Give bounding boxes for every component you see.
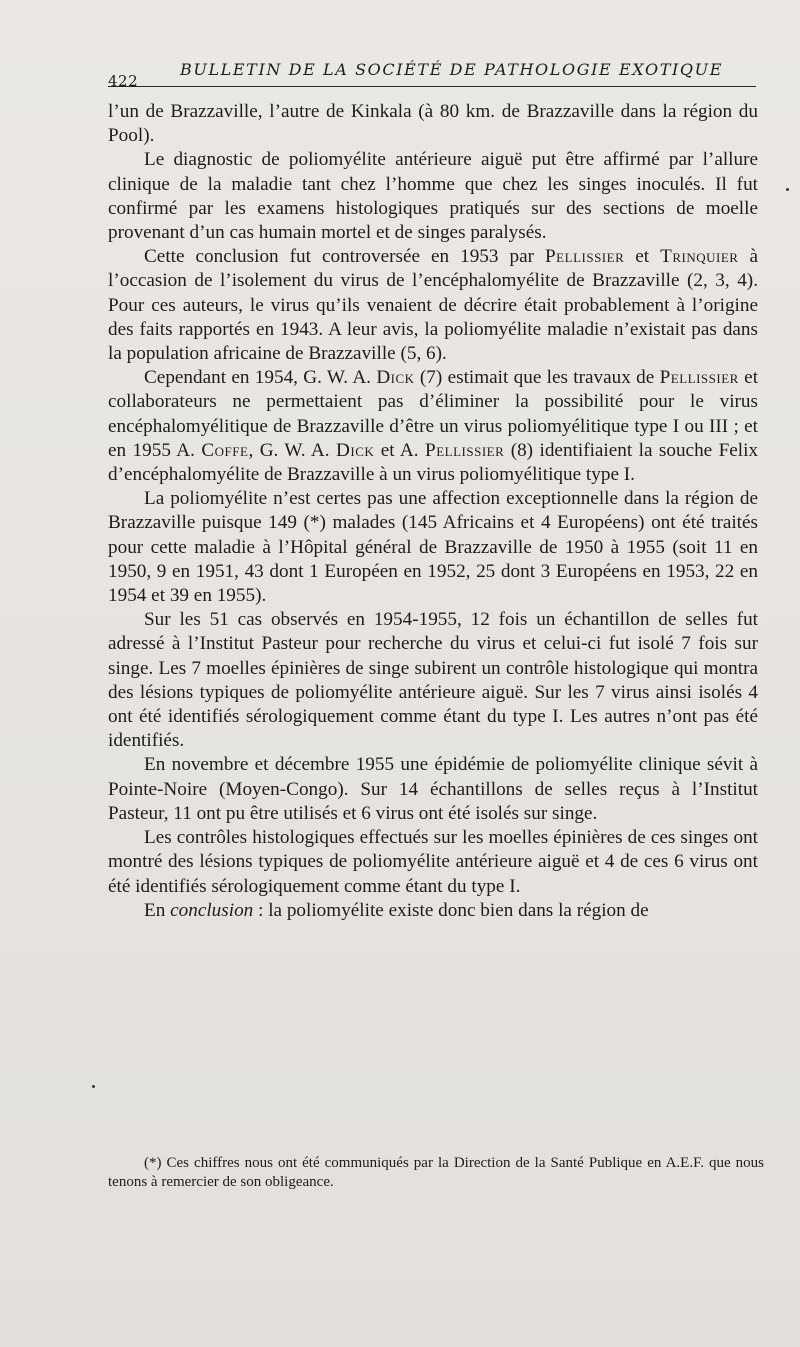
paragraph: La poliomyélite n’est certes pas une affection exceptionnelle dans la région de Brazzaville puisque 149 (*) malades (145 Africains et 4 Européens) ont été traités pour cette maladie à l’Hôpital général de Brazzaville de 1950 à 1955 (soit 11 en 1950, 9 en 1951, 43 dont 1 Européen en 1952, 25 dont 3 Européens en 1953, 22 en 1954 et 39 en 1955).	[108, 488, 758, 607]
emphasis: conclusion	[170, 899, 254, 921]
text-run: , G. W. A.	[248, 439, 330, 461]
author-name: Pellissier	[425, 439, 505, 461]
page-number: 422	[108, 72, 139, 90]
footnote-text: (*) Ces chiffres nous ont été communiqués par la Direction de la Santé Publique en A.E.F. que nous tenons à remercier de son obligeance.	[108, 1155, 764, 1190]
scan-speck	[92, 1085, 95, 1088]
text-run: Cependant en 1954, G. W. A.	[144, 367, 371, 389]
paragraph	[108, 366, 758, 487]
body-text	[108, 100, 758, 923]
scan-speck	[786, 188, 789, 191]
paragraph	[108, 899, 758, 923]
text-run: et A.	[380, 439, 419, 461]
paragraph: Le diagnostic de poliomyélite antérieure aiguë put être affirmé par l’allure clinique de la maladie tant chez l’homme que chez les singes inoculés. Il fut confirmé par les examens histologiques pratiqués sur des sections de moelle provenant d’un cas humain mortel et de singes paralysés.	[108, 149, 758, 244]
author-name: Coffe	[201, 439, 249, 461]
running-title: BULLETIN DE LA SOCIÉTÉ DE PATHOLOGIE EXOTIQUE	[180, 60, 723, 79]
page-header	[108, 60, 756, 90]
author-name: Dick	[336, 439, 375, 461]
paragraph	[108, 245, 758, 366]
text-run: En	[144, 899, 166, 921]
paragraph: l’un de Brazzaville, l’autre de Kinkala (à 80 km. de Brazzaville dans la région du Pool).	[108, 101, 758, 147]
text-run: et	[635, 246, 650, 268]
paragraph: Sur les 51 cas observés en 1954-1955, 12 fois un échantillon de selles fut adressé à l’Institut Pasteur pour recherche du virus et celui-ci fut isolé 7 fois sur singe. Les 7 moelles épinières de singe subirent un contrôle histologique qui montra des lésions typiques de poliomyélite antérieure aiguë. Sur les 7 virus ainsi isolés 4 ont été identifiés sérologiquement comme étant du type I. Les autres n’ont pas été identifiés.	[108, 609, 758, 752]
text-run: Cette conclusion fut controversée en 1953 par	[144, 246, 534, 268]
author-name: Pellissier	[545, 246, 625, 268]
author-name: Dick	[376, 367, 415, 389]
author-name: Trinquier	[660, 246, 739, 268]
paragraph: Les contrôles histologiques effectués sur les moelles épinières de ces singes ont montré des lésions typiques de poliomyélite antérieure aiguë et 4 de ces 6 virus ont été identifiés sérologiquement comme étant du type I.	[108, 827, 758, 897]
paragraph: En novembre et décembre 1955 une épidémie de poliomyélite clinique sévit à Pointe-Noire (Moyen-Congo). Sur 14 échantillons de selles reçus à l’Institut Pasteur, 11 ont pu être utilisés et 6 virus ont été isolés sur singe.	[108, 754, 758, 824]
footnote	[108, 1154, 764, 1192]
text-run: : la poliomyélite existe donc bien dans la région de	[258, 899, 649, 921]
text-run: à l’occasion de l’isolement du virus de l’encéphalomyélite de Brazzaville (2, 3, 4). Pour ces auteurs, le virus qu’ils venaient de décrire était probablement à l’origine des faits rapportés en 1943. A leur avis, la poliomyélite maladie n’existait pas dans la population africaine de Brazzaville (5, 6).	[108, 246, 759, 365]
text-run: (7) estimait que les travaux de	[419, 367, 655, 389]
text-run: (8) identifiaient la souche Felix d’encéphalomyélite de Brazzaville à un virus poliomyélitique type I.	[108, 439, 759, 486]
author-name: Pellissier	[659, 367, 739, 389]
text-run: et collaborateurs ne permettaient pas d’éliminer la possibilité pour le virus encéphalomyélitique de Brazzaville d’être un virus poliomyélitique type I ou III ; et en 1955 A.	[108, 367, 759, 461]
